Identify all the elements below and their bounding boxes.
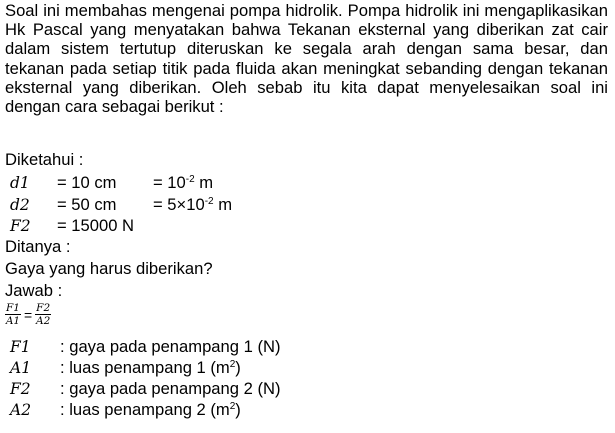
diketahui-heading: Diketahui :	[5, 150, 84, 169]
known-row-d2	[5, 195, 605, 215]
converted-d1: = $10^{-2}$ m	[153, 173, 214, 192]
legend-row-a1: A1 : luas penampang 1 $(m^2)$	[10, 358, 241, 377]
intro-paragraph: Soal ini membahas mengenai pompa hidrolik. Pompa hidrolik ini mengaplikasikan Hk Pascal yang menyatakan bahwa Tekanan eksternal yang diberikan zat cair dalam sistem tertutup diteruskan ke segala arah dengan sama besar, dan tekanan pada setiap titik pada fluida akan meningkat sebanding dengan tekanan eksternal yang diberikan. Oleh sebab itu kita dapat menyelesaikan soal ini dengan cara sebagai berikut :	[5, 1, 608, 117]
jawab-heading: Jawab :	[5, 281, 63, 300]
var-F2: F2	[10, 217, 31, 235]
known-row-d1	[5, 173, 605, 193]
legend-row-a2: A2 : luas penampang 2 $(m^2)$	[10, 400, 241, 419]
converted-d2: = $5\times 10^{-2}$ m	[153, 195, 233, 214]
question-text: Gaya yang harus diberikan?	[5, 259, 213, 278]
fraction-right: $\frac{F2}{A2}$	[36, 302, 51, 327]
value-F2: = 15000 N	[57, 216, 135, 235]
ditanya-heading: Ditanya :	[5, 237, 71, 256]
equals-sign: =	[23, 306, 33, 323]
var-d2: d2	[10, 196, 30, 214]
value-d1: = 10 cm	[57, 173, 117, 192]
legend-row-f2: F2 : gaya pada penampang 2 (N)	[10, 379, 281, 398]
legend-row-f1: F1 : gaya pada penampang 1 (N)	[10, 337, 281, 356]
pascal-formula	[5, 302, 51, 327]
fraction-left: $\frac{F1}{A1}$	[5, 302, 21, 327]
value-d2: = 50 cm	[57, 195, 117, 214]
var-d1: d1	[10, 174, 30, 192]
known-row-f2	[5, 216, 605, 236]
